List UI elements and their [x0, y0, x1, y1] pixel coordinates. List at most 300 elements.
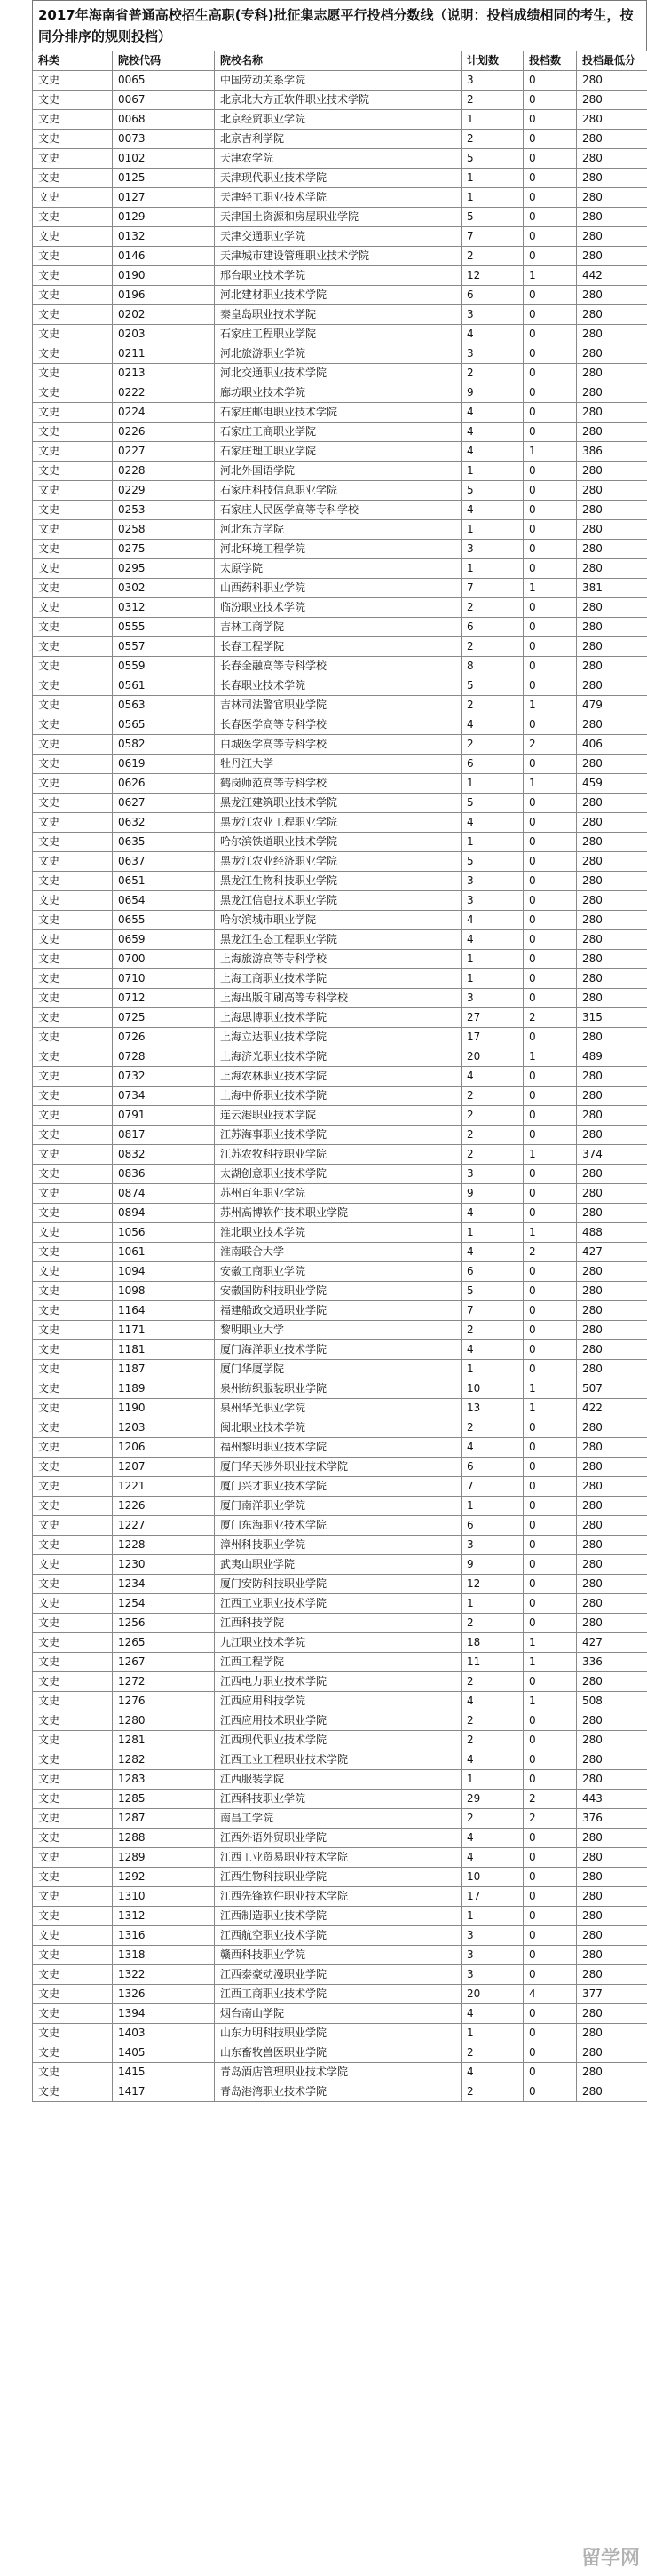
- cell-admit-count: 0: [524, 1711, 577, 1731]
- cell-admit-count: 0: [524, 1965, 577, 1985]
- cell-plan-count: 5: [462, 149, 524, 169]
- cell-category: 文史: [33, 227, 113, 247]
- cell-plan-count: 4: [462, 1848, 524, 1868]
- cell-school-code: 1287: [113, 1809, 215, 1829]
- cell-plan-count: 6: [462, 1458, 524, 1477]
- table-row: [33, 305, 647, 325]
- cell-plan-count: 2: [462, 91, 524, 110]
- cell-plan-count: 4: [462, 2063, 524, 2082]
- cell-category: 文史: [33, 1926, 113, 1946]
- table-row: [33, 364, 647, 383]
- cell-min-score: 280: [577, 1165, 647, 1184]
- cell-school-code: 1405: [113, 2043, 215, 2063]
- table-row: [33, 130, 647, 149]
- cell-admit-count: 0: [524, 2024, 577, 2043]
- cell-min-score: 336: [577, 1653, 647, 1672]
- table-row: [33, 2024, 647, 2043]
- cell-school-name: 厦门安防科技职业学院: [215, 1575, 462, 1594]
- table-row: [33, 1907, 647, 1926]
- cell-category: 文史: [33, 1614, 113, 1633]
- cell-school-name: 赣西科技职业学院: [215, 1946, 462, 1965]
- cell-min-score: 280: [577, 1868, 647, 1887]
- cell-admit-count: 2: [524, 1243, 577, 1262]
- cell-school-name: 山西药科职业学院: [215, 579, 462, 598]
- cell-school-name: 长春职业技术学院: [215, 676, 462, 696]
- table-row: [33, 383, 647, 403]
- cell-admit-count: 0: [524, 2082, 577, 2102]
- cell-category: 文史: [33, 1868, 113, 1887]
- cell-plan-count: 2: [462, 1145, 524, 1165]
- cell-min-score: 280: [577, 930, 647, 950]
- cell-plan-count: 10: [462, 1868, 524, 1887]
- table-row: [33, 1750, 647, 1770]
- table-row: [33, 1672, 647, 1692]
- cell-admit-count: 0: [524, 637, 577, 657]
- cell-min-score: 280: [577, 501, 647, 520]
- cell-admit-count: 0: [524, 1067, 577, 1087]
- cell-school-name: 江西电力职业技术学院: [215, 1672, 462, 1692]
- header-school-code: 院校代码: [113, 51, 215, 71]
- cell-school-code: 1234: [113, 1575, 215, 1594]
- table-row: [33, 1731, 647, 1750]
- cell-min-score: 376: [577, 1809, 647, 1829]
- cell-min-score: 280: [577, 344, 647, 364]
- cell-school-code: 0832: [113, 1145, 215, 1165]
- cell-category: 文史: [33, 637, 113, 657]
- cell-min-score: 280: [577, 1848, 647, 1868]
- cell-min-score: 280: [577, 149, 647, 169]
- table-row: [33, 325, 647, 344]
- cell-category: 文史: [33, 813, 113, 833]
- table-row: [33, 1848, 647, 1868]
- cell-school-name: 秦皇岛职业技术学院: [215, 305, 462, 325]
- cell-category: 文史: [33, 1477, 113, 1497]
- table-row: [33, 1926, 647, 1946]
- cell-category: 文史: [33, 188, 113, 208]
- cell-school-code: 0253: [113, 501, 215, 520]
- cell-school-code: 0557: [113, 637, 215, 657]
- cell-min-score: 422: [577, 1399, 647, 1418]
- cell-category: 文史: [33, 1985, 113, 2004]
- cell-min-score: 280: [577, 1536, 647, 1555]
- cell-admit-count: 0: [524, 1614, 577, 1633]
- cell-category: 文史: [33, 1575, 113, 1594]
- cell-plan-count: 2: [462, 598, 524, 618]
- cell-school-code: 1322: [113, 1965, 215, 1985]
- cell-school-code: 0312: [113, 598, 215, 618]
- cell-admit-count: 0: [524, 169, 577, 188]
- cell-school-name: 天津国土资源和房屋职业学院: [215, 208, 462, 227]
- table-row: [33, 696, 647, 715]
- cell-admit-count: 0: [524, 1321, 577, 1340]
- cell-school-code: 1164: [113, 1301, 215, 1321]
- cell-school-name: 黑龙江农业工程职业学院: [215, 813, 462, 833]
- cell-category: 文史: [33, 423, 113, 442]
- cell-plan-count: 4: [462, 2004, 524, 2024]
- cell-plan-count: 1: [462, 1497, 524, 1516]
- cell-plan-count: 1: [462, 188, 524, 208]
- table-row: [33, 1126, 647, 1145]
- cell-school-name: 厦门华厦学院: [215, 1360, 462, 1379]
- cell-plan-count: 1: [462, 462, 524, 481]
- cell-plan-count: 4: [462, 715, 524, 735]
- cell-school-name: 太湖创意职业技术学院: [215, 1165, 462, 1184]
- cell-admit-count: 0: [524, 305, 577, 325]
- cell-admit-count: 0: [524, 1594, 577, 1614]
- cell-admit-count: 0: [524, 2043, 577, 2063]
- cell-category: 文史: [33, 1243, 113, 1262]
- cell-school-code: 1267: [113, 1653, 215, 1672]
- cell-school-name: 上海工商职业技术学院: [215, 969, 462, 989]
- table-row: [33, 872, 647, 891]
- cell-min-score: 443: [577, 1790, 647, 1809]
- cell-min-score: 280: [577, 833, 647, 852]
- cell-plan-count: 4: [462, 911, 524, 930]
- cell-plan-count: 18: [462, 1633, 524, 1653]
- cell-admit-count: 0: [524, 2063, 577, 2082]
- table-row: [33, 1692, 647, 1711]
- table-row: [33, 481, 647, 501]
- table-row: [33, 1399, 647, 1418]
- table-row: [33, 1165, 647, 1184]
- cell-plan-count: 6: [462, 286, 524, 305]
- cell-admit-count: 0: [524, 130, 577, 149]
- cell-admit-count: 0: [524, 1516, 577, 1536]
- cell-min-score: 280: [577, 676, 647, 696]
- cell-school-name: 牡丹江大学: [215, 755, 462, 774]
- cell-admit-count: 0: [524, 1868, 577, 1887]
- cell-min-score: 280: [577, 520, 647, 540]
- cell-school-code: 1282: [113, 1750, 215, 1770]
- cell-category: 文史: [33, 1087, 113, 1106]
- cell-min-score: 280: [577, 813, 647, 833]
- cell-category: 文史: [33, 2024, 113, 2043]
- table-row: [33, 520, 647, 540]
- cell-category: 文史: [33, 1321, 113, 1340]
- table-row: [33, 540, 647, 559]
- cell-school-code: 0565: [113, 715, 215, 735]
- cell-school-code: 1181: [113, 1340, 215, 1360]
- cell-school-code: 0559: [113, 657, 215, 676]
- cell-school-code: 0132: [113, 227, 215, 247]
- cell-school-name: 长春医学高等专科学校: [215, 715, 462, 735]
- cell-plan-count: 4: [462, 1243, 524, 1262]
- cell-min-score: 488: [577, 1223, 647, 1243]
- table-row: [33, 969, 647, 989]
- cell-school-name: 天津城市建设管理职业技术学院: [215, 247, 462, 266]
- cell-school-code: 1283: [113, 1770, 215, 1790]
- cell-admit-count: 1: [524, 696, 577, 715]
- cell-plan-count: 4: [462, 1438, 524, 1458]
- cell-category: 文史: [33, 2043, 113, 2063]
- cell-school-code: 0203: [113, 325, 215, 344]
- cell-plan-count: 9: [462, 1555, 524, 1575]
- cell-admit-count: 0: [524, 1829, 577, 1848]
- cell-school-name: 江西应用技术职业学院: [215, 1711, 462, 1731]
- cell-school-name: 北京经贸职业学院: [215, 110, 462, 130]
- table-row: [33, 501, 647, 520]
- cell-school-name: 江苏农牧科技职业学院: [215, 1145, 462, 1165]
- cell-category: 文史: [33, 481, 113, 501]
- table-row: [33, 1458, 647, 1477]
- cell-category: 文史: [33, 774, 113, 794]
- cell-admit-count: 2: [524, 735, 577, 755]
- table-row: [33, 1653, 647, 1672]
- cell-school-name: 上海济光职业技术学院: [215, 1047, 462, 1067]
- cell-school-code: 0700: [113, 950, 215, 969]
- cell-category: 文史: [33, 71, 113, 91]
- cell-category: 文史: [33, 325, 113, 344]
- cell-min-score: 489: [577, 1047, 647, 1067]
- cell-admit-count: 0: [524, 286, 577, 305]
- cell-plan-count: 8: [462, 657, 524, 676]
- cell-school-name: 江西工业工程职业技术学院: [215, 1750, 462, 1770]
- cell-plan-count: 4: [462, 1829, 524, 1848]
- cell-school-name: 江西科技职业学院: [215, 1790, 462, 1809]
- cell-category: 文史: [33, 1750, 113, 1770]
- cell-plan-count: 2: [462, 364, 524, 383]
- cell-school-code: 1292: [113, 1868, 215, 1887]
- cell-category: 文史: [33, 1360, 113, 1379]
- cell-min-score: 280: [577, 1770, 647, 1790]
- table-row: [33, 403, 647, 423]
- cell-admit-count: 0: [524, 149, 577, 169]
- cell-min-score: 374: [577, 1145, 647, 1165]
- cell-admit-count: 0: [524, 344, 577, 364]
- cell-plan-count: 4: [462, 1750, 524, 1770]
- table-row: [33, 1575, 647, 1594]
- cell-school-name: 黎明职业大学: [215, 1321, 462, 1340]
- cell-school-name: 九江职业技术学院: [215, 1633, 462, 1653]
- cell-min-score: 280: [577, 227, 647, 247]
- cell-min-score: 280: [577, 1458, 647, 1477]
- cell-school-name: 黑龙江生态工程职业学院: [215, 930, 462, 950]
- cell-category: 文史: [33, 286, 113, 305]
- cell-plan-count: 6: [462, 755, 524, 774]
- cell-category: 文史: [33, 950, 113, 969]
- cell-school-code: 0732: [113, 1067, 215, 1087]
- cell-plan-count: 11: [462, 1653, 524, 1672]
- cell-min-score: 280: [577, 1731, 647, 1750]
- table-row: [33, 227, 647, 247]
- cell-school-name: 安徽工商职业学院: [215, 1262, 462, 1282]
- cell-school-code: 0211: [113, 344, 215, 364]
- cell-admit-count: 1: [524, 1145, 577, 1165]
- cell-school-code: 1285: [113, 1790, 215, 1809]
- cell-school-name: 天津农学院: [215, 149, 462, 169]
- document-title: 2017年海南省普通高校招生高职(专科)批征集志愿平行投档分数线（说明：投档成绩相同的考生，按同分排序的规则投档）: [32, 0, 647, 51]
- table-row: [33, 423, 647, 442]
- cell-admit-count: 0: [524, 1204, 577, 1223]
- cell-admit-count: 0: [524, 1477, 577, 1497]
- table-row: [33, 930, 647, 950]
- cell-plan-count: 3: [462, 305, 524, 325]
- cell-school-name: 山东畜牧兽医职业学院: [215, 2043, 462, 2063]
- cell-school-code: 0125: [113, 169, 215, 188]
- cell-min-score: 442: [577, 266, 647, 286]
- cell-school-code: 0561: [113, 676, 215, 696]
- table-row: [33, 1087, 647, 1106]
- cell-category: 文史: [33, 91, 113, 110]
- cell-school-code: 1171: [113, 1321, 215, 1340]
- cell-category: 文史: [33, 1965, 113, 1985]
- admission-score-table: [32, 51, 647, 2102]
- cell-school-code: 0632: [113, 813, 215, 833]
- cell-school-name: 邢台职业技术学院: [215, 266, 462, 286]
- table-row: [33, 715, 647, 735]
- cell-plan-count: 5: [462, 208, 524, 227]
- cell-admit-count: 1: [524, 1047, 577, 1067]
- cell-admit-count: 0: [524, 423, 577, 442]
- cell-category: 文史: [33, 344, 113, 364]
- cell-min-score: 280: [577, 1126, 647, 1145]
- cell-school-name: 廊坊职业技术学院: [215, 383, 462, 403]
- cell-plan-count: 2: [462, 247, 524, 266]
- cell-admit-count: 0: [524, 872, 577, 891]
- cell-plan-count: 5: [462, 852, 524, 872]
- cell-school-code: 1417: [113, 2082, 215, 2102]
- cell-school-code: 0073: [113, 130, 215, 149]
- cell-school-name: 淮南联合大学: [215, 1243, 462, 1262]
- cell-min-score: 280: [577, 989, 647, 1008]
- cell-admit-count: 0: [524, 755, 577, 774]
- cell-min-score: 280: [577, 2063, 647, 2082]
- table-row: [33, 1516, 647, 1536]
- table-row: [33, 1829, 647, 1848]
- cell-admit-count: 0: [524, 930, 577, 950]
- cell-plan-count: 5: [462, 481, 524, 501]
- cell-admit-count: 0: [524, 540, 577, 559]
- cell-min-score: 280: [577, 1946, 647, 1965]
- cell-min-score: 280: [577, 2004, 647, 2024]
- cell-min-score: 280: [577, 462, 647, 481]
- cell-category: 文史: [33, 930, 113, 950]
- cell-category: 文史: [33, 169, 113, 188]
- table-row: [33, 1282, 647, 1301]
- cell-category: 文史: [33, 208, 113, 227]
- cell-school-name: 江西制造职业技术学院: [215, 1907, 462, 1926]
- cell-school-name: 鹤岗师范高等专科学校: [215, 774, 462, 794]
- cell-admit-count: 4: [524, 1985, 577, 2004]
- cell-admit-count: 0: [524, 1770, 577, 1790]
- cell-school-code: 0224: [113, 403, 215, 423]
- cell-category: 文史: [33, 755, 113, 774]
- cell-admit-count: 1: [524, 1399, 577, 1418]
- cell-school-code: 0563: [113, 696, 215, 715]
- cell-school-code: 1289: [113, 1848, 215, 1868]
- cell-admit-count: 0: [524, 501, 577, 520]
- table-row: [33, 1438, 647, 1458]
- cell-admit-count: 0: [524, 325, 577, 344]
- cell-school-code: 1228: [113, 1536, 215, 1555]
- cell-min-score: 280: [577, 91, 647, 110]
- table-row: [33, 637, 647, 657]
- cell-min-score: 280: [577, 325, 647, 344]
- cell-plan-count: 1: [462, 950, 524, 969]
- cell-school-name: 武夷山职业学院: [215, 1555, 462, 1575]
- table-row: [33, 657, 647, 676]
- cell-min-score: 280: [577, 755, 647, 774]
- cell-admit-count: 0: [524, 91, 577, 110]
- cell-school-code: 1326: [113, 1985, 215, 2004]
- cell-school-name: 泉州华光职业学院: [215, 1399, 462, 1418]
- cell-category: 文史: [33, 1184, 113, 1204]
- cell-school-code: 0213: [113, 364, 215, 383]
- cell-admit-count: 0: [524, 1087, 577, 1106]
- cell-school-name: 江西应用科技学院: [215, 1692, 462, 1711]
- cell-admit-count: 0: [524, 1731, 577, 1750]
- cell-school-code: 1310: [113, 1887, 215, 1907]
- cell-min-score: 280: [577, 208, 647, 227]
- cell-school-code: 0228: [113, 462, 215, 481]
- header-admit-count: 投档数: [524, 51, 577, 71]
- cell-school-code: 0791: [113, 1106, 215, 1126]
- cell-school-name: 北京吉利学院: [215, 130, 462, 149]
- cell-plan-count: 4: [462, 930, 524, 950]
- cell-category: 文史: [33, 1418, 113, 1438]
- cell-school-code: 1094: [113, 1262, 215, 1282]
- cell-school-name: 上海旅游高等专科学校: [215, 950, 462, 969]
- cell-min-score: 507: [577, 1379, 647, 1399]
- cell-category: 文史: [33, 579, 113, 598]
- cell-school-code: 0637: [113, 852, 215, 872]
- cell-min-score: 280: [577, 540, 647, 559]
- cell-admit-count: 0: [524, 1575, 577, 1594]
- cell-admit-count: 0: [524, 676, 577, 696]
- cell-min-score: 280: [577, 1477, 647, 1497]
- cell-plan-count: 17: [462, 1028, 524, 1047]
- table-row: [33, 1868, 647, 1887]
- cell-plan-count: 2: [462, 1126, 524, 1145]
- cell-min-score: 280: [577, 618, 647, 637]
- cell-school-name: 黑龙江农业经济职业学院: [215, 852, 462, 872]
- cell-school-name: 闽北职业技术学院: [215, 1418, 462, 1438]
- cell-school-name: 青岛港湾职业技术学院: [215, 2082, 462, 2102]
- cell-category: 文史: [33, 1848, 113, 1868]
- cell-min-score: 280: [577, 2082, 647, 2102]
- table-row: [33, 2063, 647, 2082]
- cell-school-code: 1189: [113, 1379, 215, 1399]
- cell-min-score: 280: [577, 383, 647, 403]
- cell-admit-count: 0: [524, 1497, 577, 1516]
- cell-school-name: 石家庄科技信息职业学院: [215, 481, 462, 501]
- cell-admit-count: 0: [524, 1184, 577, 1204]
- cell-min-score: 280: [577, 872, 647, 891]
- cell-school-name: 天津现代职业技术学院: [215, 169, 462, 188]
- cell-admit-count: 0: [524, 657, 577, 676]
- table-row: [33, 1418, 647, 1438]
- cell-school-code: 1227: [113, 1516, 215, 1536]
- cell-school-name: 江西工业职业技术学院: [215, 1594, 462, 1614]
- cell-admit-count: 0: [524, 1458, 577, 1477]
- cell-admit-count: 0: [524, 618, 577, 637]
- cell-category: 文史: [33, 1145, 113, 1165]
- cell-school-name: 漳州科技职业学院: [215, 1536, 462, 1555]
- cell-plan-count: 1: [462, 1594, 524, 1614]
- table-row: [33, 1262, 647, 1282]
- cell-school-code: 0710: [113, 969, 215, 989]
- cell-plan-count: 3: [462, 891, 524, 911]
- cell-school-code: 0712: [113, 989, 215, 1008]
- cell-admit-count: 2: [524, 1790, 577, 1809]
- cell-school-name: 黑龙江建筑职业技术学院: [215, 794, 462, 813]
- cell-plan-count: 3: [462, 540, 524, 559]
- cell-category: 文史: [33, 1829, 113, 1848]
- cell-min-score: 280: [577, 1672, 647, 1692]
- cell-admit-count: 0: [524, 1340, 577, 1360]
- cell-admit-count: 0: [524, 950, 577, 969]
- cell-plan-count: 1: [462, 559, 524, 579]
